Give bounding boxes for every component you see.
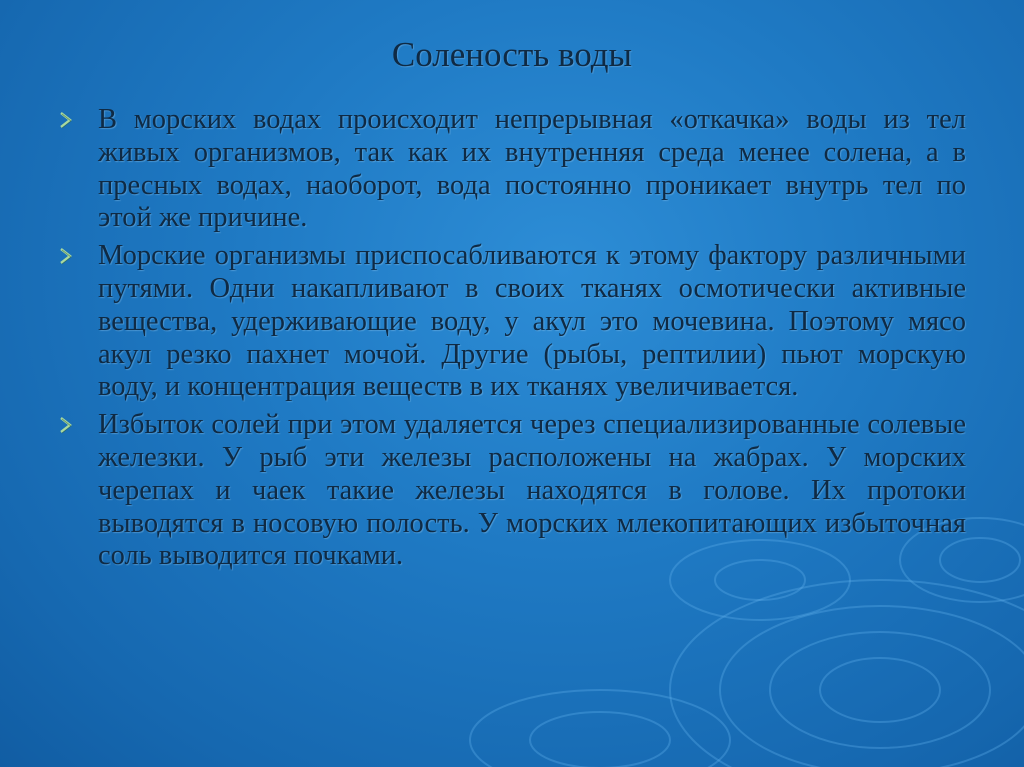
bullet-text: Избыток солей при этом удаляется через специализированные солевые железки. У рыб эти железы расположены на жабрах. У морских черепах и чаек такие железы находятся в голове. Их протоки выводятся в носовую полость. У морских млекопитающих избыточная соль выводится почками. <box>98 409 966 572</box>
bullet-list <box>58 104 966 578</box>
arrow-bullet-icon <box>58 245 78 267</box>
slide-title: Соленость воды <box>391 35 633 74</box>
arrow-bullet-icon <box>58 414 78 436</box>
bullet-text: В морских водах происходит непрерывная «откачка» воды из тел живых организмов, так как их внутренняя среда менее солена, а в пресных водах, наоборот, вода постоянно проникает внутрь тел по этой же причине. <box>98 104 966 234</box>
bullet-item <box>58 409 966 573</box>
bullet-item <box>58 104 966 235</box>
arrow-bullet-icon <box>58 109 78 131</box>
bullet-item <box>58 240 966 404</box>
bullet-text: Морские организмы приспосабливаются к этому фактору различными путями. Одни накапливают в своих тканях осмотически активные вещества, удерживающие воду, у акул это мочевина. Поэтому мясо акул резко пахнет мочой. Другие (рыбы, рептилии) пьют морскую воду, и концентрация веществ в их тканях увеличивается. <box>98 240 966 403</box>
